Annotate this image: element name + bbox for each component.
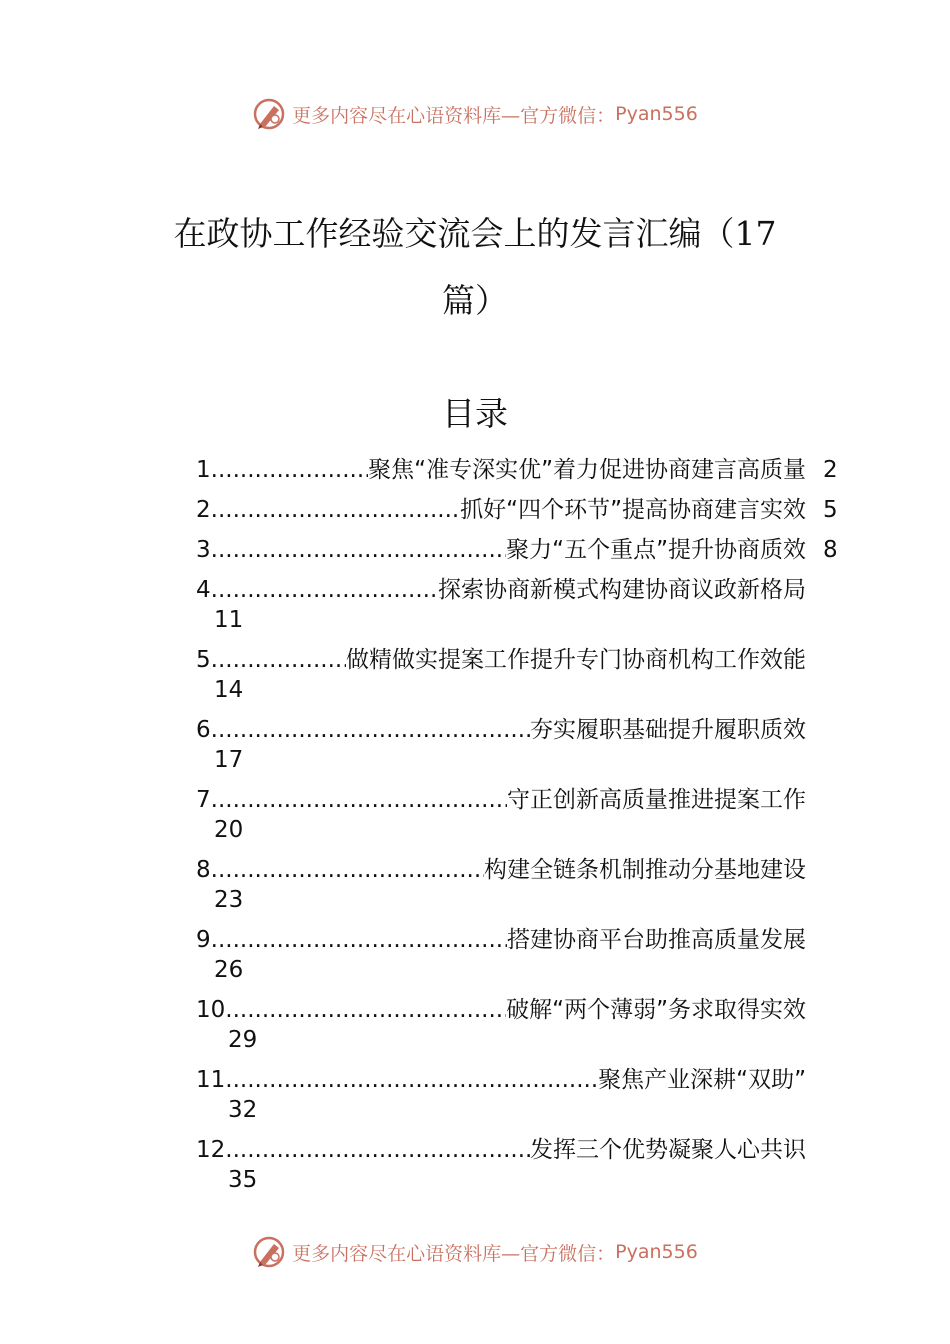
toc-entry[interactable] bbox=[196, 1135, 856, 1205]
toc-leader-dots bbox=[211, 855, 484, 885]
toc-entry[interactable] bbox=[196, 645, 856, 715]
toc-entry-page: 23 bbox=[214, 887, 244, 913]
toc-leader-dots bbox=[211, 715, 530, 745]
document-title-line2: 篇） bbox=[442, 281, 508, 320]
toc-entry-title: 守正创新高质量推进提案工作 bbox=[507, 787, 806, 813]
footer-watermark-banner bbox=[0, 1232, 950, 1272]
toc-entry-page: 29 bbox=[228, 1027, 258, 1053]
toc-leader-dots bbox=[211, 455, 369, 485]
toc-leader-dots bbox=[211, 785, 507, 815]
banner-wechat-id: Pyan556 bbox=[615, 103, 698, 125]
toc-entry-number: 3 bbox=[196, 537, 211, 563]
pen-logo-icon bbox=[252, 97, 286, 131]
toc-entry-title: 破解“两个薄弱”务求取得实效 bbox=[506, 997, 806, 1023]
banner-text: 更多内容尽在心语资料库—官方微信： bbox=[292, 1242, 616, 1265]
toc-entry-title: 搭建协商平台助推高质量发展 bbox=[507, 927, 806, 953]
toc-leader-dots bbox=[211, 645, 346, 675]
toc-entry-number: 11 bbox=[196, 1067, 226, 1093]
toc-entry-number: 7 bbox=[196, 787, 211, 813]
toc-entry-title: 探索协商新模式构建协商议政新格局 bbox=[438, 577, 806, 603]
toc-entry-number: 5 bbox=[196, 647, 211, 673]
toc-leader-dots bbox=[211, 925, 507, 955]
toc-entry-number: 12 bbox=[196, 1137, 226, 1163]
toc-entry-page: 20 bbox=[214, 817, 244, 843]
toc-entry-number: 8 bbox=[196, 857, 211, 883]
toc-entry[interactable] bbox=[196, 535, 856, 575]
toc-entry[interactable] bbox=[196, 925, 856, 995]
toc-heading: 目录 bbox=[442, 394, 508, 433]
toc-leader-dots bbox=[225, 1065, 598, 1095]
toc-leader-dots bbox=[225, 1135, 530, 1165]
toc-entry-page: 2 bbox=[823, 457, 838, 483]
toc-entry-number: 9 bbox=[196, 927, 211, 953]
toc-leader-dots bbox=[211, 495, 461, 525]
toc-entry-page: 26 bbox=[214, 957, 244, 983]
banner-wechat-id: Pyan556 bbox=[615, 1241, 698, 1263]
table-of-contents bbox=[196, 455, 856, 1205]
toc-entry-number: 1 bbox=[196, 457, 211, 483]
document-title-line1: 在政协工作经验交流会上的发言汇编（17 bbox=[173, 214, 777, 253]
toc-entry[interactable] bbox=[196, 995, 856, 1065]
toc-entry[interactable] bbox=[196, 715, 856, 785]
toc-leader-dots bbox=[211, 535, 507, 565]
toc-entry-page: 14 bbox=[214, 677, 244, 703]
toc-entry[interactable] bbox=[196, 785, 856, 855]
toc-entry-number: 4 bbox=[196, 577, 211, 603]
toc-entry[interactable] bbox=[196, 495, 856, 535]
toc-entry-title: 发挥三个优势凝聚人心共识 bbox=[530, 1137, 806, 1163]
toc-leader-dots bbox=[225, 995, 506, 1025]
toc-entry[interactable] bbox=[196, 455, 856, 495]
toc-entry-title: 夯实履职基础提升履职质效 bbox=[530, 717, 806, 743]
toc-entry[interactable] bbox=[196, 1065, 856, 1135]
header-watermark-banner bbox=[0, 94, 950, 134]
toc-entry-number: 2 bbox=[196, 497, 211, 523]
pen-logo-icon bbox=[252, 1235, 286, 1269]
toc-entry-title: 聚焦“准专深实优”着力促进协商建言高质量 bbox=[368, 457, 806, 483]
toc-entry-number: 10 bbox=[196, 997, 226, 1023]
toc-entry-title: 聚焦产业深耕“双助” bbox=[598, 1067, 806, 1093]
toc-entry-title: 抓好“四个环节”提高协商建言实效 bbox=[460, 497, 806, 523]
toc-entry-page: 11 bbox=[214, 607, 244, 633]
toc-entry-page: 5 bbox=[823, 497, 838, 523]
toc-entry-title: 做精做实提案工作提升专门协商机构工作效能 bbox=[346, 647, 806, 673]
banner-text: 更多内容尽在心语资料库—官方微信： bbox=[292, 104, 616, 127]
toc-entry[interactable] bbox=[196, 575, 856, 645]
toc-entry-title: 聚力“五个重点”提升协商质效 bbox=[506, 537, 806, 563]
toc-entry-page: 17 bbox=[214, 747, 244, 773]
toc-entry-page: 8 bbox=[823, 537, 838, 563]
toc-entry-page: 35 bbox=[228, 1167, 258, 1193]
toc-entry-number: 6 bbox=[196, 717, 211, 743]
toc-entry-page: 32 bbox=[228, 1097, 258, 1123]
toc-entry-title: 构建全链条机制推动分基地建设 bbox=[484, 857, 806, 883]
toc-leader-dots bbox=[211, 575, 438, 605]
toc-entry[interactable] bbox=[196, 855, 856, 925]
